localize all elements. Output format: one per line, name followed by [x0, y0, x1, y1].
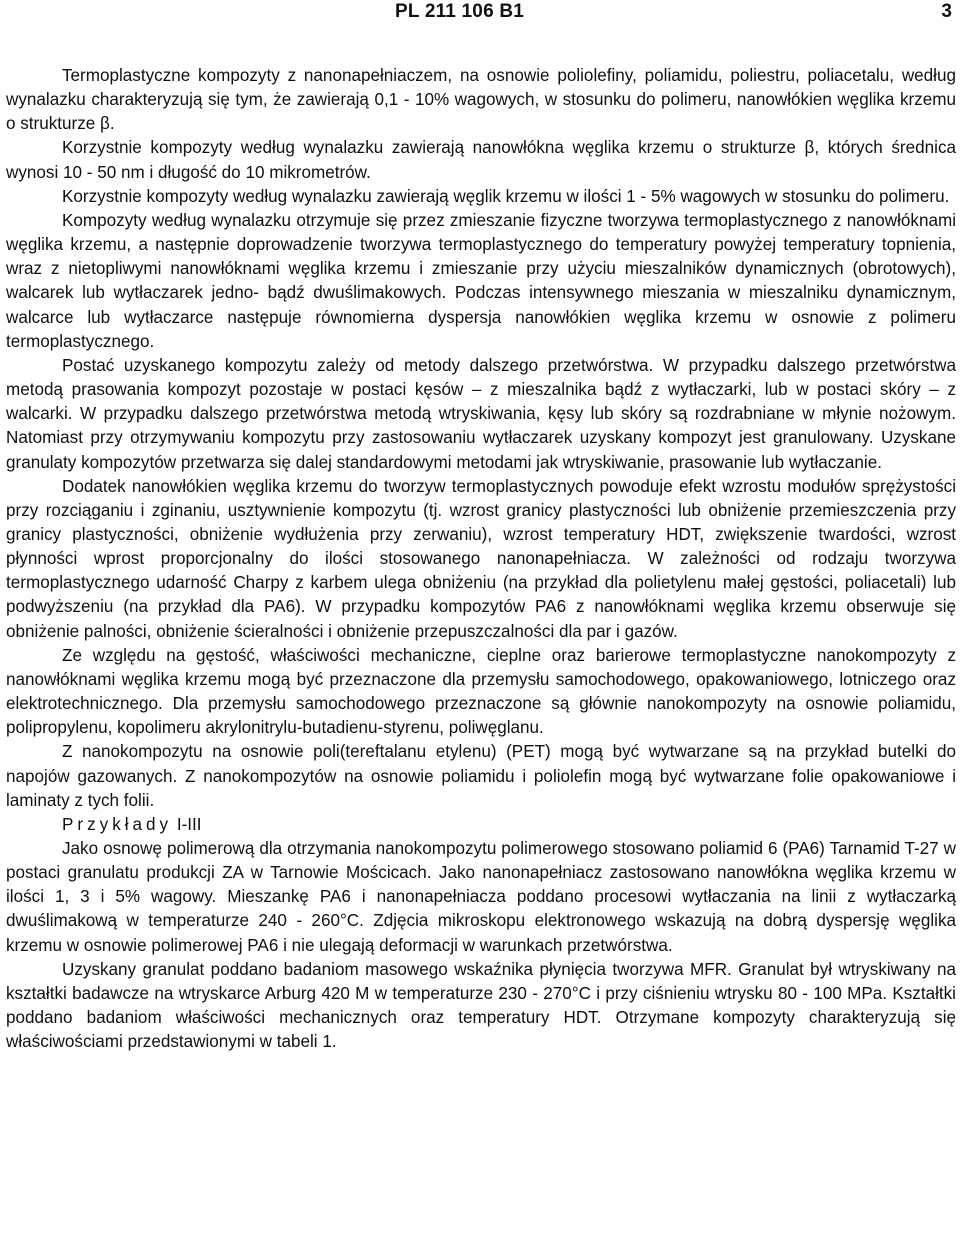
paragraph-2: Korzystnie kompozyty według wynalazku zawierają nanowłókna węglika krzemu o strukturze β, których średnica wynosi 10 - 50 nm i długość do 10 mikrometrów.	[6, 138, 956, 182]
page-number: 3	[941, 1, 952, 22]
page-header	[0, 0, 960, 28]
paragraph-1: Termoplastyczne kompozyty z nanonapełniaczem, na osnowie poliolefiny, poliamidu, poliestru, poliacetalu, według wynalazku charakteryzują się tym, że zawierają 0,1 - 10% wagowych, w stosunku do polimeru, nanowłókien węglika krzemu o strukturze β.	[6, 66, 956, 134]
example-heading-label: Przykłady	[62, 814, 173, 834]
document-body	[6, 64, 956, 1054]
paragraph-5: Postać uzyskanego kompozytu zależy od metody dalszego przetwórstwa. W przypadku dalszego przetwórstwa metodą prasowania kompozyt pozostaje w postaci kęsów – z mieszalnika bądź z wytłaczarki, lub w postaci skóry – z walcarki. W przypadku dalszego przetwórstwa metodą wtryskiwania, kęsy lub skóry są rozdrabniane w młynie nożowym. Natomiast przy otrzymywaniu kompozytu przy zastosowaniu wytłaczarek uzyskany kompozyt jest granulowany. Uzyskane granulaty kompozytów przetwarza się dalej standardowymi metodami jak wtryskiwanie, prasowanie lub wytłaczanie.	[6, 355, 956, 472]
paragraph-8: Z nanokompozytu na osnowie poli(tereftalanu etylenu) (PET) mogą być wytwarzane są na przykład butelki do napojów gazowanych. Z nanokompozytów na osnowie poliamidu i poliolefin mogą być wytwarzane folie opakowaniowe i laminaty z tych folii.	[6, 742, 956, 810]
example-heading	[6, 813, 956, 837]
paragraph-6: Dodatek nanowłókien węglika krzemu do tworzyw termoplastycznych powoduje efekt wzrostu modułów sprężystości przy rozciąganiu i zginaniu, usztywnienie kompozytu (tj. wzrost granicy plastyczności lub obniżenie przemieszczenia przy granicy plastyczności, obniżenie wydłużenia przy zerwaniu), wzrost temperatury HDT, zwiększenie twardości, wzrost płynności wprost proporcjonalny do ilości stosowanego nanonapełniacza. W zależności od rodzaju tworzywa termoplastycznego udarność Charpy z karbem ulega obniżeniu (na przykład dla polietylenu małej gęstości, poliacetali) lub podwyższeniu (na przykład dla PA6). W przypadku kompozytów PA6 z nanowłóknami węglika krzemu obserwuje się obniżenie palności, obniżenie ścieralności i obniżenie przepuszczalności dla par i gazów.	[6, 476, 956, 641]
example-heading-numbers: I-III	[176, 814, 202, 834]
example-paragraph-1: Jako osnowę polimerową dla otrzymania nanokompozytu polimerowego stosowano poliamid 6 (PA6) Tarnamid T-27 w postaci granulatu produkcji ZA w Tarnowie Mościcach. Jako nanonapełniacz zastosowano nanowłókna węglika krzemu w ilości 1, 3 i 5% wagowy. Mieszankę PA6 i nanonapełniacza poddano procesowi wytłaczania na linii z wytłaczarką dwuślimakową w temperaturze 240 - 260°C. Zdjęcia mikroskopu elektronowego wskazują na dobrą dyspersję węglika krzemu w osnowie polimerowej PA6 i nie ulegają deformacji w warunkach przetwórstwa.	[6, 839, 956, 955]
paragraph-3: Korzystnie kompozyty według wynalazku zawierają węglik krzemu w ilości 1 - 5% wagowych w stosunku do polimeru.	[62, 186, 950, 206]
example-paragraph-2: Uzyskany granulat poddano badaniom masowego wskaźnika płynięcia tworzywa MFR. Granulat był wtryskiwany na kształtki badawcze na wtryskarce Arburg 420 M w temperaturze 230 - 270°C i przy ciśnieniu wtrysku 80 - 100 MPa. Kształtki poddano badaniom właściwości mechanicznych oraz temperatury HDT. Otrzymane kompozyty charakteryzują się właściwościami przedstawionymi w tabeli 1.	[6, 959, 956, 1052]
paragraph-4: Kompozyty według wynalazku otrzymuje się przez zmieszanie fizyczne tworzywa termoplastycznego z nanowłóknami węglika krzemu, a następnie doprowadzenie tworzywa termoplastycznego do temperatury powyżej temperatury topnienia, wraz z nietopliwymi nanowłóknami węglika krzemu i zmieszanie przy użyciu mieszalników dynamicznych (obrotowych), walcarek lub wytłaczarek jedno- bądź dwuślimakowych. Podczas intensywnego mieszania w mieszalniku dynamicznym, walcarce lub wytłaczarce następuje równomierna dyspersja nanowłókien węglika krzemu w osnowie z polimeru termoplastycznego.	[6, 210, 956, 351]
paragraph-7: Ze względu na gęstość, właściwości mechaniczne, cieplne oraz barierowe termoplastyczne nanokompozyty z nanowłóknami węglika krzemu mogą być przeznaczone dla przemysłu samochodowego, opakowaniowego, lotniczego oraz elektrotechnicznego. Dla przemysłu samochodowego przeznaczone są głównie nanokompozyty na osnowie poliamidu, polipropylenu, kopolimeru akrylonitrylu-butadienu-styrenu, poliwęglanu.	[6, 645, 956, 738]
document-id: PL 211 106 B1	[395, 1, 525, 22]
